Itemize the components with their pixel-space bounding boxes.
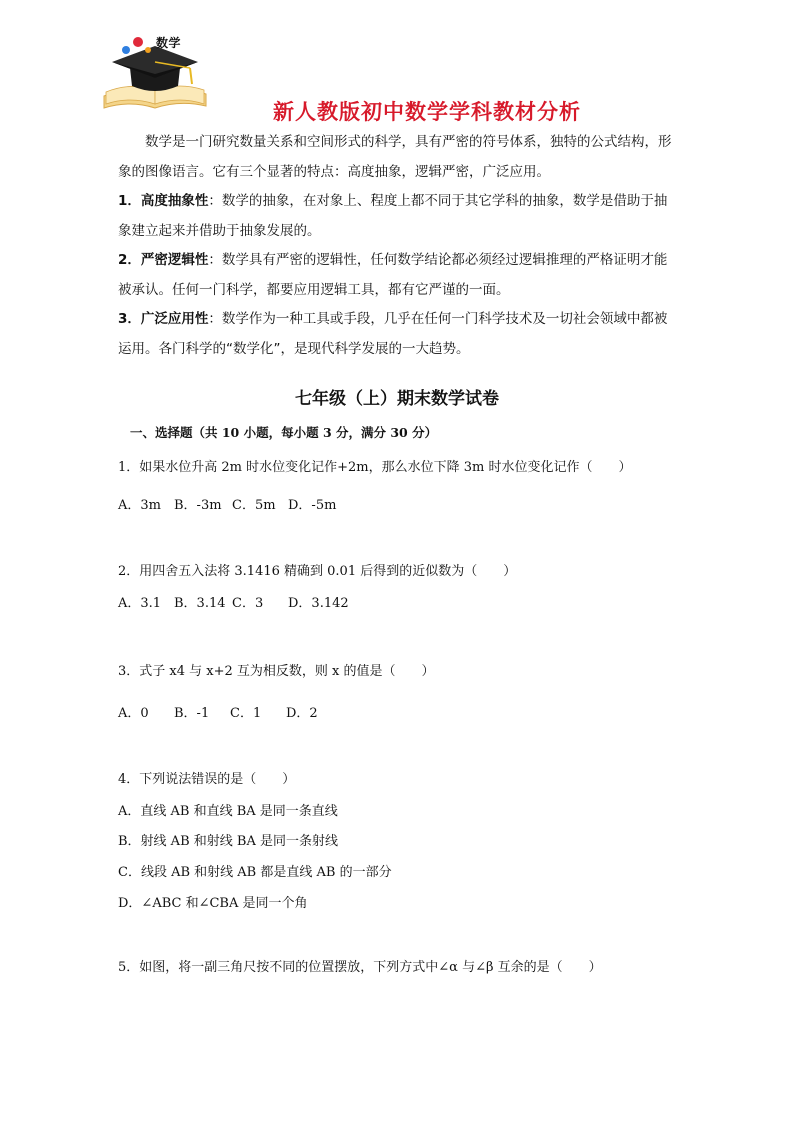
question-stem: 2．用四舍五入法将 3.1416 精确到 0.01 后得到的近似数为（ ） — [118, 564, 517, 579]
option: B．-3m — [174, 498, 222, 513]
question-stem: 3．式子 x4 与 x+2 互为相反数，则 x 的值是（ ） — [118, 664, 435, 679]
intro-point — [118, 305, 678, 364]
option: B．-1 — [174, 706, 210, 721]
option: A．3m — [118, 498, 161, 513]
point-text: ：数学具有严密的逻辑性，任何数学结论都必须经过逻辑推理的严格证明才能被承认。任何一门科学，都要应用逻辑工具，都有它严谨的一面。 — [118, 252, 668, 298]
point-text: ：数学作为一种工具或手段，几乎在任何一门科学技术及一切社会领域中都被运用。各门科学的“数学化”，是现代科学发展的一大趋势。 — [118, 311, 668, 357]
question-stem: 4．下列说法错误的是（ ） — [118, 772, 296, 787]
option: A．0 — [118, 706, 149, 721]
option: C．3 — [232, 596, 264, 611]
intro-paragraph: 数学是一门研究数量关系和空间形式的科学，具有严密的符号体系，独特的公式结构，形象的图像语言。它有三个显著的特点：高度抽象，逻辑严密，广泛应用。 — [118, 134, 672, 180]
intro-point — [118, 246, 678, 305]
logo-label: 数学 — [156, 36, 182, 50]
section-title: 一、选择题（共 10 小题，每小题 3 分，满分 30 分） — [130, 425, 438, 440]
option: B．3.14 — [174, 596, 226, 611]
exam-title: 七年级（上）期末数学试卷 — [295, 389, 499, 409]
option: C．5m — [232, 498, 276, 513]
question-option: C．线段 AB 和射线 AB 都是直线 AB 的一部分 — [118, 865, 392, 880]
intro-section — [118, 128, 678, 364]
question-stem: 5．如图，将一副三角尺按不同的位置摆放，下列方式中∠α 与∠β 互余的是（ ） — [118, 960, 602, 975]
question-option: B．射线 AB 和射线 BA 是同一条射线 — [118, 834, 338, 849]
question-options — [118, 702, 318, 721]
option: D．2 — [286, 706, 318, 721]
question-stem: 1．如果水位升高 2m 时水位变化记作+2m，那么水位下降 3m 时水位变化记作（ ） — [118, 460, 632, 475]
point-label: 1．高度抽象性 — [118, 193, 209, 209]
page-title: 新人教版初中数学学科教材分析 — [273, 100, 581, 124]
option: D．3.142 — [288, 596, 349, 611]
option: A．3.1 — [118, 596, 162, 611]
question-options — [118, 592, 349, 611]
option: D．-5m — [288, 498, 337, 513]
question-options — [118, 494, 336, 513]
question-option: D．∠ABC 和∠CBA 是同一个角 — [118, 896, 308, 911]
point-text: ：数学的抽象，在对象上、程度上都不同于其它学科的抽象，数学是借助于抽象建立起来并借助于抽象发展的。 — [118, 193, 668, 239]
point-label: 3．广泛应用性 — [118, 311, 209, 327]
intro-point — [118, 187, 678, 246]
option: C．1 — [230, 706, 262, 721]
point-label: 2．严密逻辑性 — [118, 252, 209, 268]
question-option: A．直线 AB 和直线 BA 是同一条直线 — [118, 804, 338, 819]
